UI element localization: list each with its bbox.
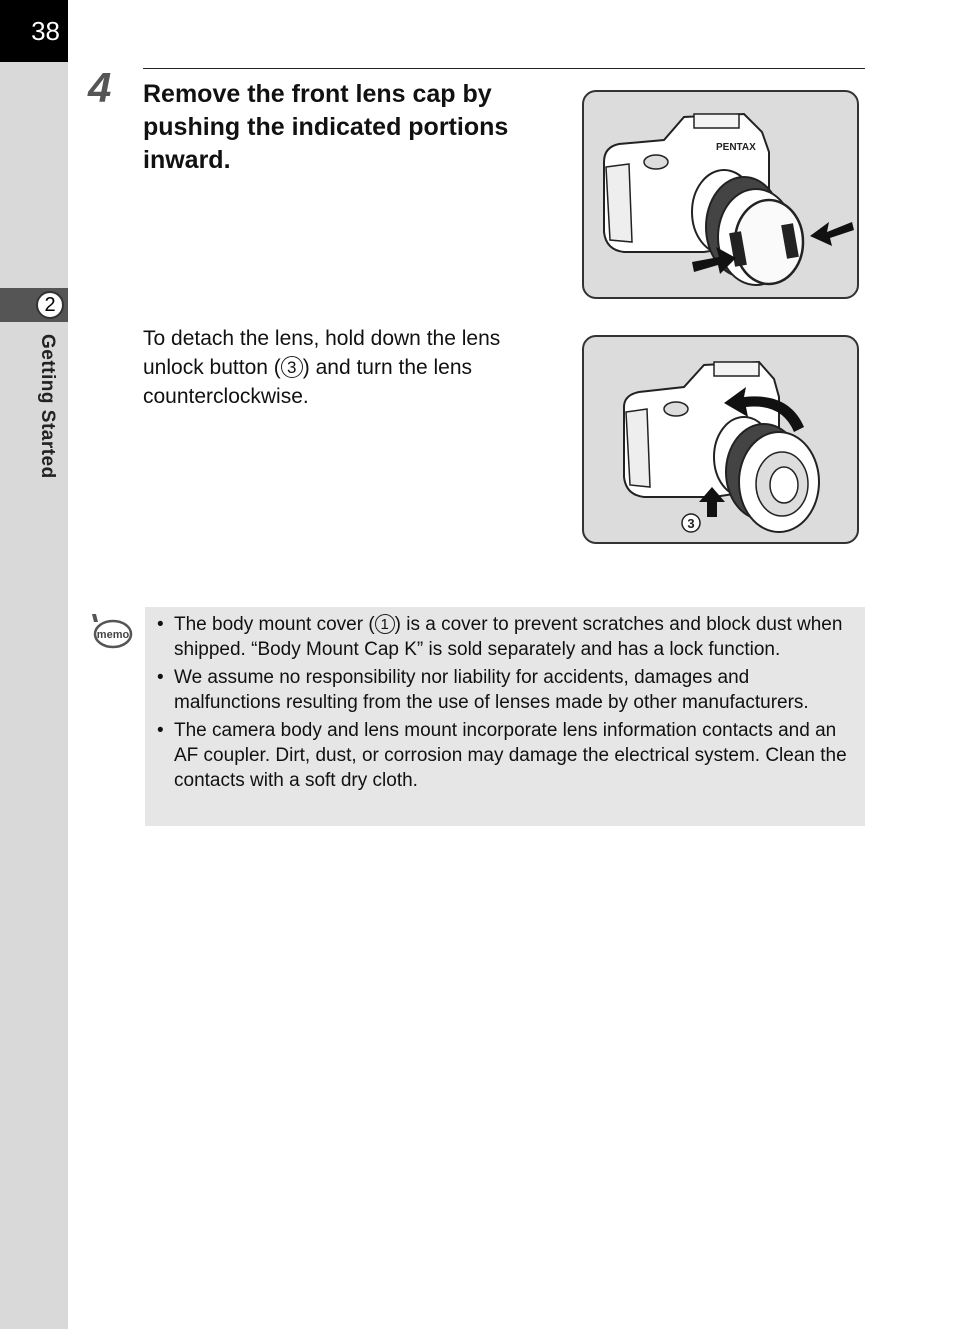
section-rule xyxy=(143,68,865,69)
step-title: Remove the front lens cap by pushing the indicated portions inward. xyxy=(143,80,509,174)
step-number: 4 xyxy=(88,64,112,111)
memo-bullet-1-before: The body mount cover ( xyxy=(174,614,375,635)
memo-list xyxy=(155,612,855,793)
detach-text-after: ) and turn the lens counterclockwise. xyxy=(143,356,473,408)
lens-unlock-figure xyxy=(582,335,859,544)
memo-icon-label: memo xyxy=(96,629,130,641)
memo-bullet-1 xyxy=(155,612,855,662)
chapter-number: 2 xyxy=(36,291,64,319)
brand-label: PENTAX xyxy=(716,142,756,153)
detach-text-before: To detach the lens, hold down the lens unlock button ( xyxy=(143,327,501,379)
figure-marker-3: 3 xyxy=(687,516,695,531)
body-mount-cover-marker: 1 xyxy=(375,614,395,634)
chapter-label: Getting Started xyxy=(37,334,58,479)
page-number: 38 xyxy=(0,0,68,62)
chapter-sidebar xyxy=(0,0,68,1329)
detach-instructions xyxy=(143,324,563,411)
camera-lens-unlock-illustration xyxy=(584,337,857,542)
memo-icon xyxy=(88,612,134,652)
camera-lens-cap-illustration xyxy=(584,92,857,297)
memo-bullet-2: • We assume no responsibility nor liability for accidents, damages and malfunctions resulting from the use of lenses made by other manufacturers. xyxy=(155,665,855,715)
lens-cap-figure xyxy=(582,90,859,299)
memo-bullet-3: • The camera body and lens mount incorporate lens information contacts and an AF coupler. Dirt, dust, or corrosion may damage the electrical system. Clean the contacts with a soft dry cloth. xyxy=(155,718,855,793)
memo-bullet-1-after: ) is a cover to prevent scratches and block dust when shipped. “Body Mount Cap K” is sold separately and has a lock function. xyxy=(174,614,843,660)
lens-unlock-marker: 3 xyxy=(281,356,303,378)
memo-box xyxy=(145,607,865,826)
